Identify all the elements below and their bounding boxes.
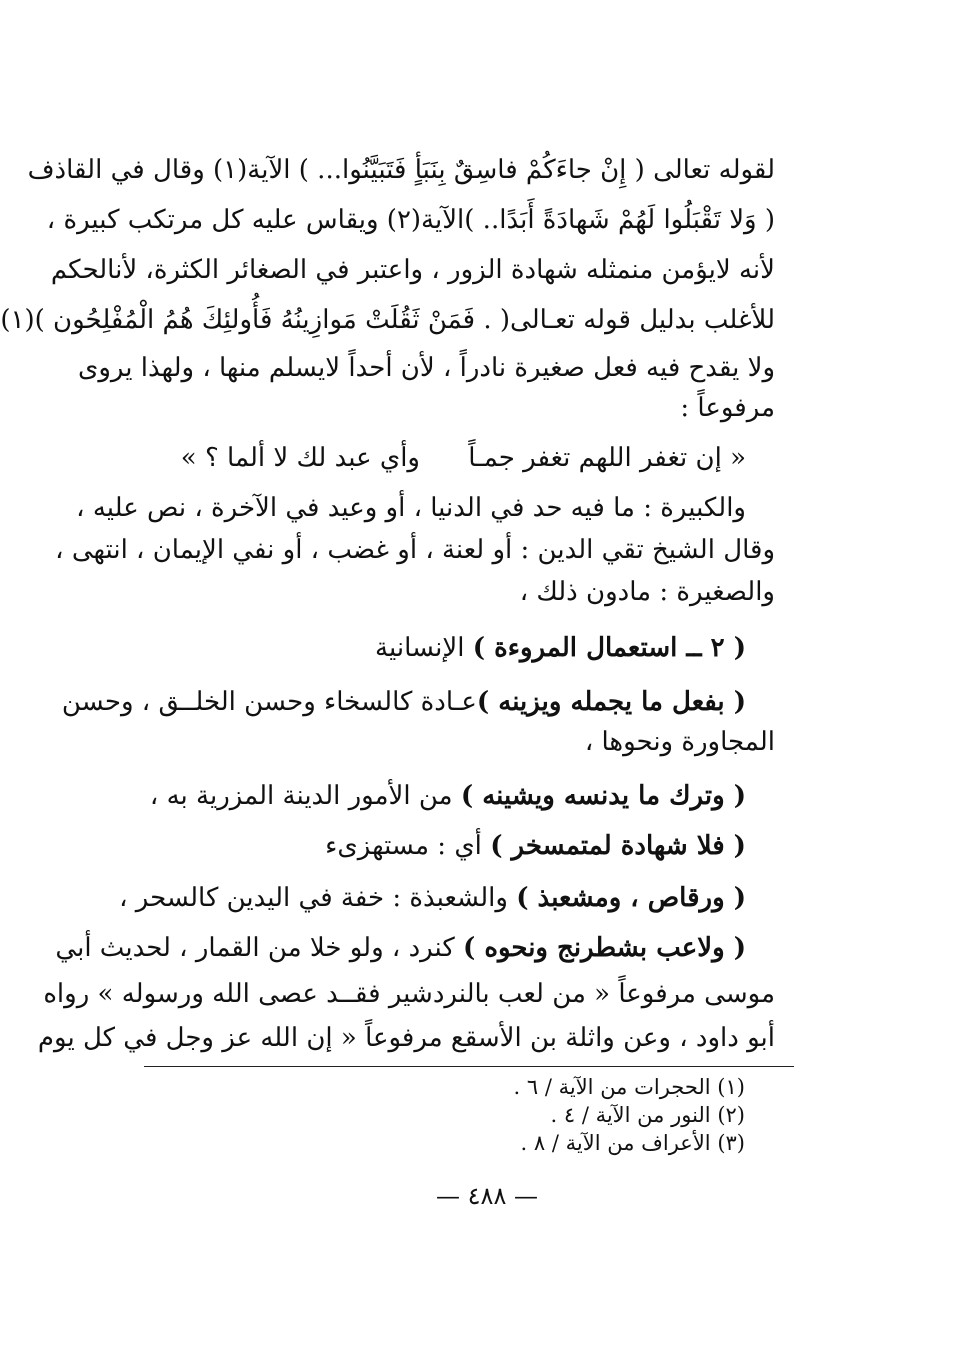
paragraph-5-bold: ( ولاعب بشطرنج ونحوه )	[463, 933, 746, 963]
paragraph-2-bold: ( وترك ما يدنسه ويشينه )	[460, 781, 746, 811]
paragraph-3-rest: أي : مستهزىء	[325, 831, 491, 861]
paragraph-1-line-1	[61, 682, 746, 722]
body-line-4: للأغلب بدليل قوله تعـالى( . فَمَنْ ثَقُلَتْ مَوازِينُهُ فَأُولئِكَ هُمُ الْمُفْلِحُون )(١)	[0, 305, 775, 335]
definition-line-1: والكبيرة : ما فيه حد في الدنيا ، أو وعيد في الآخرة ، نص عليه ،	[76, 493, 746, 523]
paragraph-4	[119, 878, 746, 918]
definition-line-2: وقال الشيخ تقي الدين : أو لعنة ، أو غضب ، أو نفي الإيمان ، انتهى ،	[55, 535, 775, 565]
footnote-2: (٢) النور من الآية / ٤ .	[550, 1103, 745, 1127]
section-heading-rest: الإنسانية	[375, 633, 473, 663]
paragraph-1-bold: ( بفعل ما يجمله ويزينه )	[476, 687, 746, 717]
paragraph-1-rest: عـادة كالسخاء وحسن الخلــق ، وحسن	[61, 687, 477, 717]
paragraph-2-rest: من الأمور الدينة المزرية به ،	[149, 781, 461, 811]
page-number: — ٤٨٨ —	[436, 1182, 538, 1210]
body-line-6: مرفوعاً :	[680, 393, 775, 423]
paragraph-5-line-1	[55, 928, 746, 968]
definition-line-3: والصغيرة : مادون ذلك ،	[519, 577, 775, 607]
verse-left-hemistich: وأي عبد لك لا ألما ؟ »	[180, 443, 420, 473]
section-heading-bold: ( ٢ ــ استعمال المروءة )	[472, 633, 746, 663]
body-line-2: ( وَلا تَقْبَلُوا لَهُمْ شَهادَةً أَبَدًا.. )الآية(٢) ويقاس عليه كل مرتكب كبيرة ،	[46, 205, 775, 235]
verse-right-hemistich: « إن تغفر اللهم تغفر جمـاً	[468, 443, 746, 473]
body-line-3: لأنه لايؤمن منمثله شهادة الزور ، واعتبر في الصغائر الكثرة، لأنالحكم	[50, 255, 775, 285]
body-line-1: لقوله تعالى ( إِنْ جاءَكُمْ فاسِقٌ بِنَبَأٍ فَتَبَيَّنُوا... ) الآية(١) وقال في القاذف	[27, 155, 775, 185]
paragraph-3-bold: ( فلا شهادة لمتمسخر )	[490, 831, 746, 861]
paragraph-5-line-3: أبو داود ، وعن واثلة بن الأسقع مرفوعاً « إن الله عز وجل في كل يوم	[37, 1023, 775, 1053]
paragraph-2	[122, 776, 746, 816]
paragraph-5-rest: كنرد ، ولو خلا من القمار ، لحديث أبي	[55, 933, 463, 963]
paragraph-5-line-2: موسى مرفوعاً « من لعب بالنردشير فقــد عصى الله ورسوله » رواه	[43, 979, 775, 1009]
paragraph-3	[122, 826, 746, 866]
footnote-separator	[144, 1066, 794, 1067]
paragraph-4-rest: والشعبذة : خفة في اليدين كالسحر ،	[119, 883, 517, 913]
footnote-1: (١) الحجرات من الآية / ٦ .	[513, 1075, 745, 1099]
paragraph-4-bold: ( ورقاص ، ومشعبذ )	[516, 883, 746, 913]
paragraph-1-line-2: المجاورة ونحوها ،	[584, 727, 775, 757]
body-line-5: ولا يقدح فيه فعل صغيرة نادراً ، لأن أحداً لايسلم منها ، ولهذا يروى	[77, 353, 775, 383]
footnote-3: (٣) الأعراف من الآية / ٨ .	[520, 1131, 745, 1155]
section-heading	[122, 628, 746, 668]
